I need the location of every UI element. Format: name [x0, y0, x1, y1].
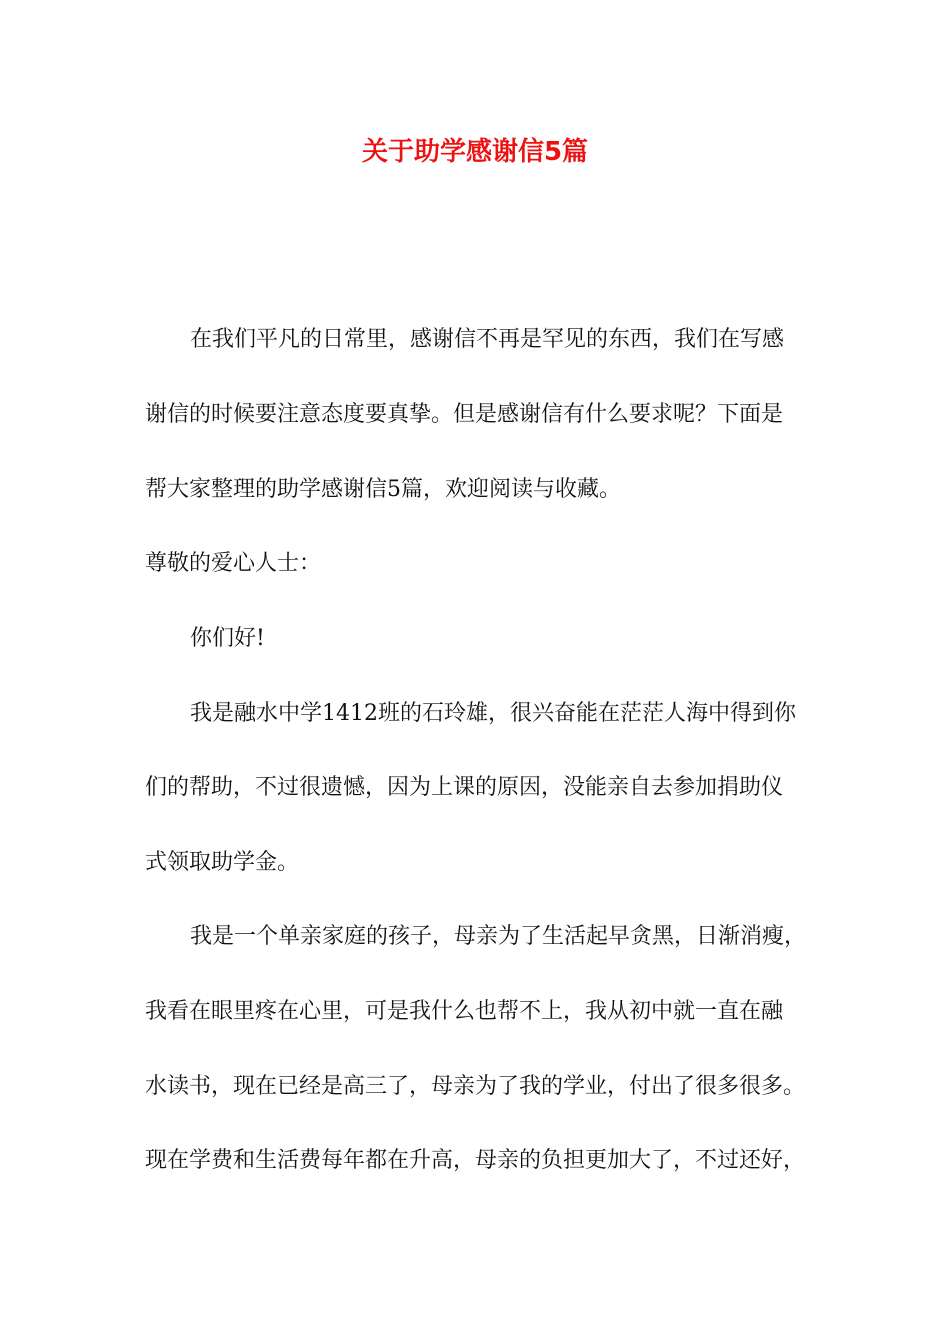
intro-line-1: 在我们平凡的日常里，感谢信不再是罕见的东西，我们在写感	[190, 327, 785, 352]
paragraph-2-line-4: 现在学费和生活费每年都在升高，母亲的负担更加大了，不过还好，	[145, 1148, 806, 1173]
document-title: 关于助学感谢信5篇	[361, 137, 589, 167]
paragraph-1-line-1: 我是融水中学1412班的石玲雄，很兴奋能在茫茫人海中得到你	[190, 701, 796, 726]
salutation: 尊敬的爱心人士：	[145, 551, 322, 576]
paragraph-1-line-2: 们的帮助，不过很遗憾，因为上课的原因，没能亲自去参加捐助仪	[145, 775, 784, 800]
paragraph-2-line-2: 我看在眼里疼在心里，可是我什么也帮不上，我从初中就一直在融	[145, 999, 784, 1024]
intro-line-2: 谢信的时候要注意态度要真挚。但是感谢信有什么要求呢？下面是	[145, 402, 784, 427]
greeting: 你们好!	[190, 626, 265, 651]
paragraph-2-line-3: 水读书，现在已经是高三了，母亲为了我的学业，付出了很多很多。	[145, 1074, 806, 1099]
paragraph-1-line-3: 式领取助学金。	[145, 850, 300, 875]
paragraph-2-line-1: 我是一个单亲家庭的孩子，母亲为了生活起早贪黑，日渐消瘦，	[190, 924, 807, 949]
intro-line-3: 帮大家整理的助学感谢信5篇，欢迎阅读与收藏。	[145, 477, 621, 502]
